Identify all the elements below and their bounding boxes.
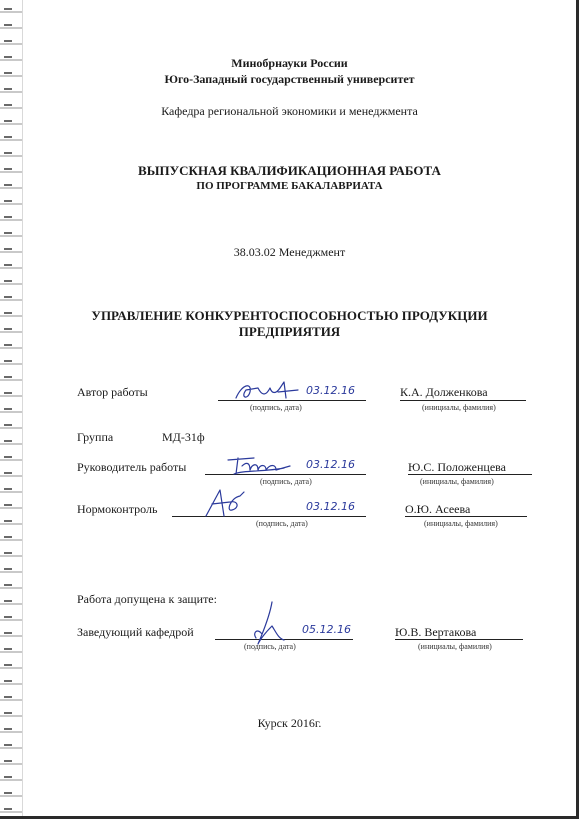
specialty: 38.03.02 Менеджмент — [233, 245, 346, 259]
normcontrol-date: 03.12.16 — [306, 500, 355, 513]
thesis-title-line2: ПРЕДПРИЯТИЯ — [238, 324, 341, 339]
supervisor-label: Руководитель работы — [77, 460, 187, 474]
normcontrol-name: О.Ю. Асеева — [405, 502, 471, 516]
supervisor-name-caption: (инициалы, фамилия) — [420, 477, 494, 486]
head-name-line — [395, 639, 523, 640]
supervisor-name-line — [408, 474, 532, 475]
head-signature — [248, 600, 294, 648]
author-signature — [232, 378, 302, 404]
normcontrol-signature — [200, 486, 248, 522]
university-name: Юго-Западный государственный университет — [164, 72, 415, 86]
ministry-name: Минобрнауки России — [231, 56, 348, 70]
author-label: Автор работы — [77, 385, 148, 399]
head-sign-caption: (подпись, дата) — [244, 642, 296, 651]
group-label: Группа — [77, 430, 114, 444]
head-date: 05.12.16 — [302, 623, 351, 636]
head-label: Заведующий кафедрой — [77, 625, 194, 639]
normcontrol-name-caption: (инициалы, фамилия) — [424, 519, 498, 528]
work-type-line1: ВЫПУСКНАЯ КВАЛИФИКАЦИОННАЯ РАБОТА — [138, 163, 441, 178]
supervisor-date: 03.12.16 — [306, 458, 355, 471]
author-date: 03.12.16 — [306, 384, 355, 397]
head-name-caption: (инициалы, фамилия) — [418, 642, 492, 651]
head-name: Ю.В. Вертакова — [395, 625, 477, 639]
thesis-title-line1: УПРАВЛЕНИЕ КОНКУРЕНТОСПОСОБНОСТЬЮ ПРОДУКЦИИ — [91, 308, 488, 323]
group-value: МД-31ф — [162, 430, 205, 444]
normcontrol-name-line — [405, 516, 527, 517]
work-type-line2: ПО ПРОГРАММЕ БАКАЛАВРИАТА — [196, 180, 383, 192]
supervisor-sign-caption: (подпись, дата) — [260, 477, 312, 486]
author-sign-caption: (подпись, дата) — [250, 403, 302, 412]
supervisor-signature — [224, 452, 294, 478]
binding-holes — [4, 0, 12, 819]
supervisor-name: Ю.С. Положенцева — [408, 460, 506, 474]
author-name-caption: (инициалы, фамилия) — [422, 403, 496, 412]
normcontrol-label: Нормоконтроль — [77, 502, 158, 516]
department-name: Кафедра региональной экономики и менеджмента — [161, 104, 418, 118]
city-year: Курск 2016г. — [257, 716, 322, 730]
admission-text: Работа допущена к защите: — [77, 592, 217, 606]
author-name: К.А. Долженкова — [400, 385, 488, 399]
author-name-line — [400, 400, 526, 401]
normcontrol-sign-caption: (подпись, дата) — [256, 519, 308, 528]
